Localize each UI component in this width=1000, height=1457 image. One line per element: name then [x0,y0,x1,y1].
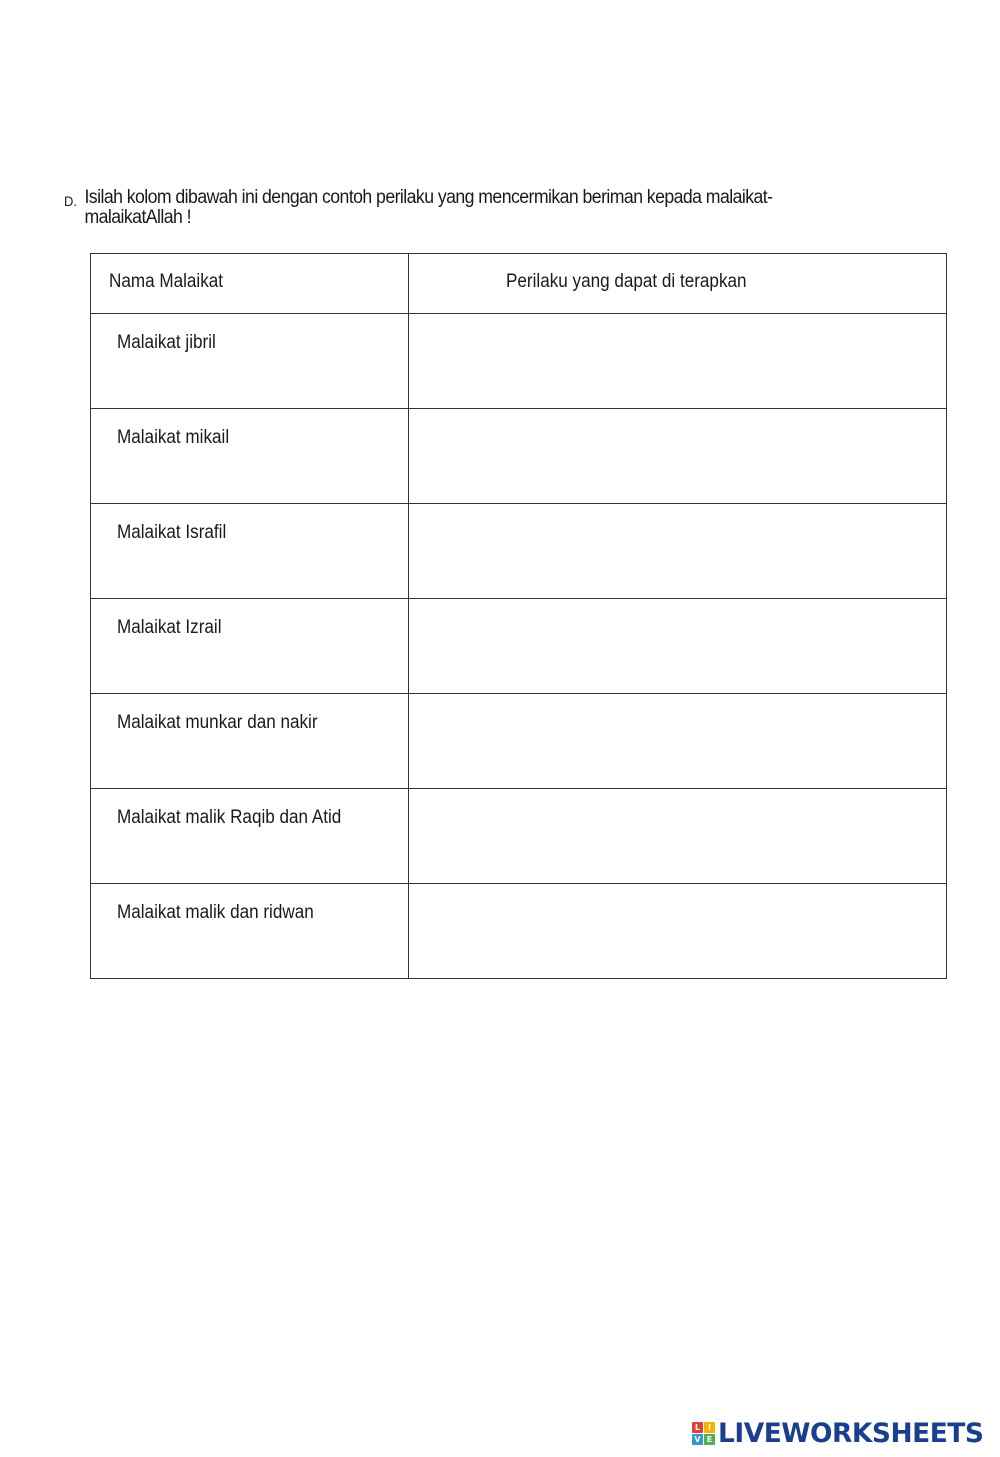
table-row [91,694,947,789]
angel-name-cell [91,504,409,599]
behavior-answer-cell[interactable] [409,884,947,979]
logo-mark-l: L [692,1422,703,1433]
table-row [91,504,947,599]
header-angel-name-label: Nama Malaikat [109,271,224,292]
angel-name-cell [91,884,409,979]
logo-mark-e: E [704,1434,715,1445]
angel-name-cell [91,409,409,504]
table-row [91,314,947,409]
angel-name-cell [91,599,409,694]
logo-wordmark: LIVEWORKSHEETS [718,1417,984,1449]
table-row [91,409,947,504]
logo-mark-v: V [692,1434,703,1445]
header-behavior-label: Perilaku yang dapat di terapkan [506,271,747,292]
behavior-answer-cell[interactable] [409,504,947,599]
table-row [91,599,947,694]
angel-name-cell [91,694,409,789]
behavior-answer-cell[interactable] [409,599,947,694]
table-row [91,789,947,884]
angel-name: Malaikat malik Raqib dan Atid [117,807,342,828]
behavior-answer-cell[interactable] [409,694,947,789]
header-behavior [409,254,947,314]
liveworksheets-logo [692,1419,989,1447]
angel-name: Malaikat Izrail [117,617,222,638]
liveworksheets-logo-icon [692,1422,715,1445]
behavior-answer-cell[interactable] [409,789,947,884]
angel-name: Malaikat mikail [117,427,230,448]
angels-table [90,253,947,979]
question-text-line-1: Isilah kolom dibawah ini dengan contoh perilaku yang mencermikan beriman kepada malaikat- [84,187,773,208]
angel-name: Malaikat jibril [117,332,216,353]
behavior-answer-cell[interactable] [409,409,947,504]
angel-name-cell [91,314,409,409]
header-angel-name [91,254,409,314]
question-letter: D. [64,193,78,209]
table-row [91,884,947,979]
logo-mark-i: I [704,1422,715,1433]
question-text-line-2: malaikatAllah ! [84,207,192,228]
angel-name: Malaikat malik dan ridwan [117,902,314,923]
angel-name: Malaikat munkar dan nakir [117,712,318,733]
angel-name-cell [91,789,409,884]
table-header-row [91,254,947,314]
behavior-answer-cell[interactable] [409,314,947,409]
angel-name: Malaikat Israfil [117,522,227,543]
